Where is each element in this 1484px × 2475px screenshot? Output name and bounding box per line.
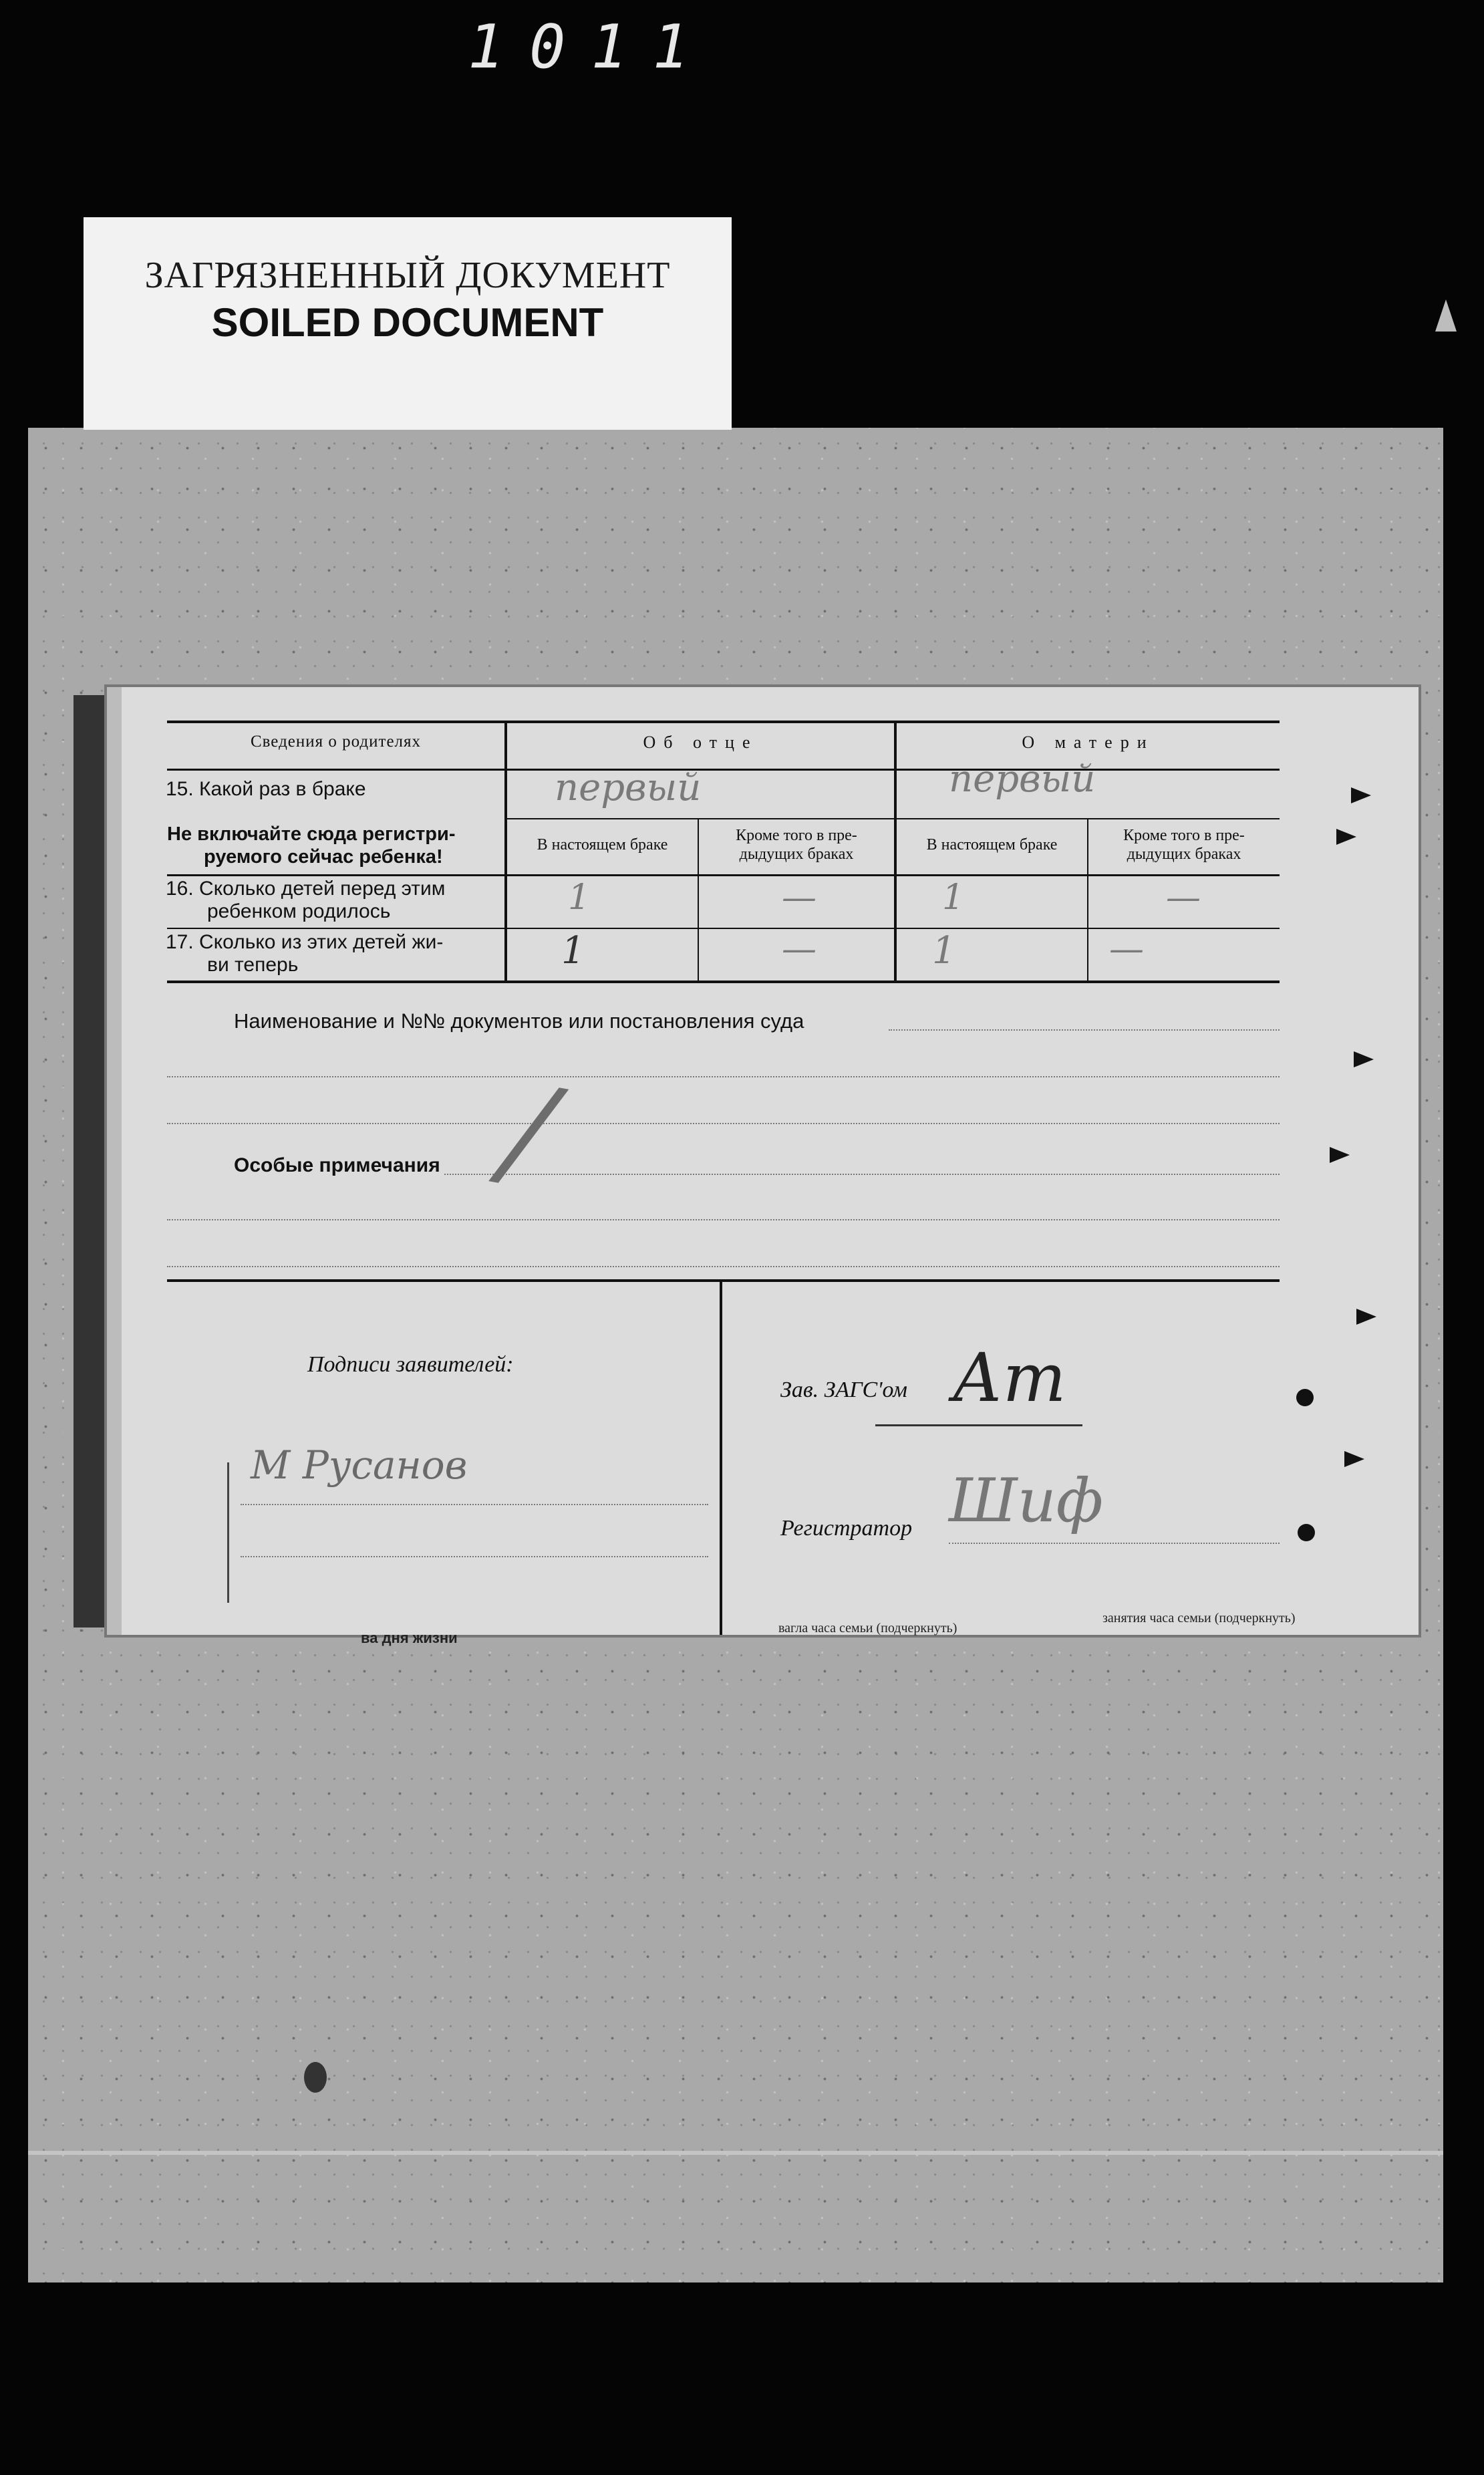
remarks-label: Особые примечания: [234, 1154, 440, 1176]
header-parents-info: Сведения о родителях: [250, 733, 422, 751]
question-16-line-2: ребенком родилось: [207, 900, 391, 922]
remarks-line: [167, 1219, 1280, 1220]
table-row-rule: [505, 818, 1280, 819]
punch-tear-icon: [1351, 787, 1371, 803]
remarks-line: [444, 1174, 1280, 1175]
documents-line: [167, 1076, 1280, 1077]
soiled-document-stamp: [84, 217, 732, 430]
q17-father-current-value: 1: [561, 929, 585, 972]
q16-father-previous-value: —: [782, 878, 817, 918]
table-header-rule: [167, 769, 1280, 771]
remarks-line: [167, 1266, 1280, 1267]
form-fold-edge: [107, 687, 122, 1635]
punch-tear-icon: [1354, 1051, 1374, 1067]
note-line-2: руемого сейчас ребенка!: [204, 846, 443, 868]
question-15-label: 15. Какой раз в браке: [166, 778, 366, 800]
registration-form: [107, 687, 1419, 1635]
documents-line: [889, 1029, 1280, 1031]
subheader-father-previous-1: Кроме того в пре-: [736, 827, 857, 844]
father-marriage-count-handwritten: первый: [555, 766, 702, 809]
q17-mother-previous-value: —: [1109, 929, 1144, 969]
head-signature-underline: [875, 1424, 1082, 1426]
signature-section-rule: [167, 1279, 1280, 1282]
documents-label: Наименование и №№ документов или постановления суда: [234, 1009, 804, 1033]
soiled-stamp-russian: ЗАГРЯЗНЕННЫЙ ДОКУМЕНТ: [144, 255, 671, 296]
q16-mother-current-value: 1: [942, 878, 965, 918]
registrar-line: [949, 1543, 1280, 1544]
header-father: Об отце: [643, 733, 758, 752]
subheader-father-current: В настоящем браке: [537, 836, 668, 854]
subheader-father-previous-2: дыдущих браках: [739, 845, 854, 863]
film-frame-mark: 1011: [468, 12, 714, 82]
punch-hole-icon: [1296, 1389, 1314, 1406]
soiled-stamp-english: SOILED DOCUMENT: [211, 300, 604, 345]
question-16-line-1: 16. Сколько детей перед этим: [166, 878, 446, 900]
underlying-sheet-text: ва дня жизни: [361, 1630, 458, 1646]
question-17-line-1: 17. Сколько из этих детей жи-: [166, 931, 444, 953]
question-17-line-2: ви теперь: [207, 954, 299, 976]
underlying-sheet-text: вагла часа семьи (подчеркнуть): [778, 1621, 957, 1636]
signature-bracket: [227, 1462, 229, 1603]
applicants-signature-label: Подписи заявителей:: [307, 1352, 514, 1377]
registry-head-label: Зав. ЗАГС'ом: [780, 1378, 907, 1402]
registry-head-signature: Ат: [952, 1339, 1066, 1417]
punch-tear-icon: [1330, 1147, 1350, 1163]
remarks-crossed-mark: /: [495, 1055, 563, 1208]
signature-divider: [720, 1279, 722, 1635]
subheader-mother-previous-2: дыдущих браках: [1127, 845, 1241, 863]
q17-mother-current-value: 1: [932, 929, 956, 972]
board-crease: [28, 2151, 1443, 2155]
table-bottom-rule: [167, 981, 1280, 983]
documents-line: [167, 1123, 1280, 1124]
mother-marriage-count-handwritten: первый: [949, 757, 1096, 801]
q17-father-previous-value: —: [782, 929, 817, 969]
note-line-1: Не включайте сюда регистри-: [167, 823, 456, 845]
punch-tear-icon: [1344, 1451, 1364, 1467]
punch-tear-icon: [1356, 1309, 1376, 1325]
q16-mother-previous-value: —: [1166, 878, 1201, 918]
subheader-mother-previous-1: Кроме того в пре-: [1123, 827, 1245, 844]
registrar-label: Регистратор: [780, 1516, 913, 1541]
table-top-rule: [167, 721, 1280, 723]
registrar-signature: Шиф: [949, 1466, 1104, 1536]
signature-line: [241, 1556, 708, 1557]
table-row-rule: [167, 874, 1280, 876]
applicant-signature: М Русанов: [251, 1442, 468, 1488]
header-mother: О матери: [1022, 733, 1155, 752]
punch-hole-icon: [1298, 1524, 1315, 1541]
subheader-mother-current: В настоящем браке: [926, 836, 1058, 854]
q16-father-current-value: 1: [568, 878, 591, 918]
signature-line: [241, 1504, 708, 1505]
board-blot: [304, 2062, 327, 2093]
punch-tear-icon: [1336, 829, 1356, 845]
film-corner-marker: [1435, 299, 1457, 332]
underlying-sheet-text: занятия часа семьи (подчеркнуть): [1102, 1611, 1296, 1625]
